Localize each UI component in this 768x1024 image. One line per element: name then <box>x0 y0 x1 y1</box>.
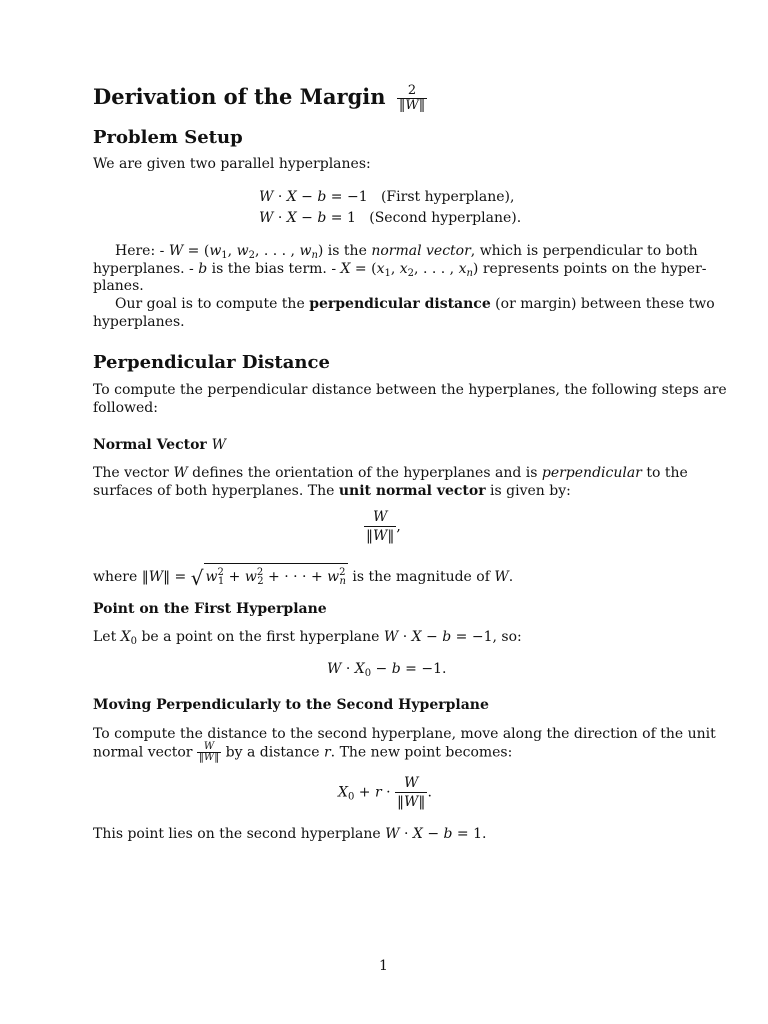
setup-intro: We are given two parallel hyperplanes: <box>93 156 371 172</box>
unit-normal-equation: $\frac{W}{‖W‖}$ , <box>366 509 401 544</box>
heading-problem-setup: Problem Setup <box>93 127 243 148</box>
moving-line2: normal vector $\frac{W}{‖W‖}$ by a distance r. The new point becomes: <box>93 741 513 763</box>
page-number: 1 <box>379 958 388 974</box>
setup-here-line1: Here: - $W = (w_1$, $w_2$, . . . , $w_n$) is the normal vector, which is perpendicular to both <box>115 243 698 261</box>
page-title: Derivation of the Margin $\frac{2}{‖W‖}$ <box>93 83 426 113</box>
setup-here-line2: hyperplanes. - b is the bias term. - $X = (x_1$, $x_2$, . . . , $x_n$) represents points on the hyper- <box>93 261 707 279</box>
point-let-line: Let $X_0$ be a point on the first hyperplane W · X − b = −1, so: <box>93 629 522 647</box>
heading-moving-perpendicularly: Moving Perpendicularly to the Second Hyperplane <box>93 697 489 713</box>
new-point-equation: $X_0 + r$ · $\frac{W}{‖W‖}$ . <box>338 775 432 810</box>
perp-intro-line2: followed: <box>93 400 158 416</box>
setup-goal-line2: hyperplanes. <box>93 314 185 330</box>
title-fraction: $\frac{2}{‖W‖}$ <box>398 83 426 113</box>
heading-perpendicular-distance: Perpendicular Distance <box>93 352 330 373</box>
heading-normal-vector: Normal Vector W <box>93 437 227 453</box>
equation-second-hyperplane: W · X − b = 1 (Second hyperplane). <box>259 210 522 226</box>
heading-point-first-hyperplane: Point on the First Hyperplane <box>93 601 327 617</box>
normal-line1: The vector W defines the orientation of the hyperplanes and is perpendicular to the <box>93 465 688 481</box>
magnitude-line: where ‖W‖ = √ $w^2_1 + w^2_2$ + · · · + $w^2_n$ is the magnitude of W. <box>93 563 676 590</box>
setup-here-line3: planes. <box>93 278 144 294</box>
normal-line2: surfaces of both hyperplanes. The unit normal vector is given by: <box>93 483 571 499</box>
equation-first-hyperplane: W · X − b = −1 (First hyperplane), <box>259 189 515 205</box>
moving-line1: To compute the distance to the second hyperplane, move along the direction of the unit <box>93 726 716 742</box>
lies-line: This point lies on the second hyperplane W · X − b = 1. <box>93 826 487 842</box>
point-equation: $W \cdot X_0 - b = -1$. <box>327 661 447 679</box>
setup-goal-line1: Our goal is to compute the perpendicular distance (or margin) between these two <box>115 296 715 312</box>
perp-intro-line1: To compute the perpendicular distance between the hyperplanes, the following steps are <box>93 382 727 398</box>
